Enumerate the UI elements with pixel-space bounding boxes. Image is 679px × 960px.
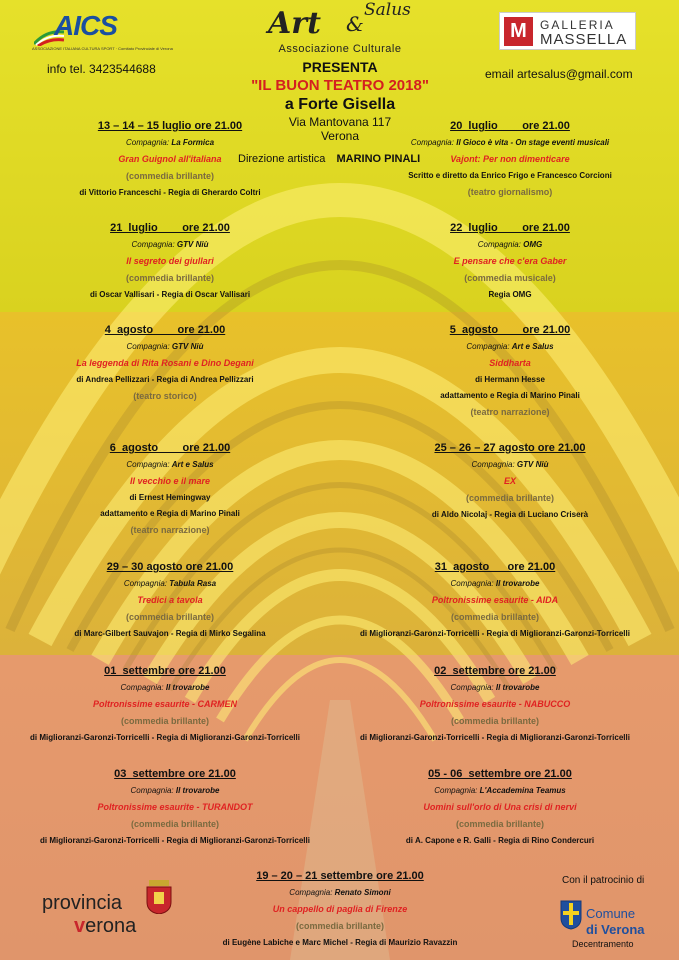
event-credit: di Aldo Nicolaj - Regia di Luciano Criserà [431, 510, 589, 519]
event-date: 01 settembre ore 21.00 [104, 665, 226, 677]
event-genre: (commedia musicale) [464, 273, 556, 283]
presenta-heading: PRESENTA [302, 59, 378, 75]
event-title: Gran Guignol all'italiana [118, 154, 222, 164]
company-name: L'Accademina Teamus [479, 786, 566, 795]
company-label: Compagnia: [126, 460, 170, 469]
event-credit: Regia OMG [488, 290, 532, 299]
event-genre: (teatro narrazione) [470, 407, 550, 417]
venue: a Forte Gisella [284, 96, 396, 113]
event-genre: (teatro narrazione) [130, 525, 210, 535]
galleria-line1: GALLERIA [540, 18, 615, 32]
event-block [335, 664, 655, 743]
comune-shield-icon [560, 900, 582, 930]
company-label: Compagnia: [466, 342, 510, 351]
event-credit: di Marc-Gilbert Sauvajon - Regia di Mirko Segalina [74, 629, 266, 638]
event-date: 22 luglio ore 21.00 [450, 222, 570, 234]
company-label: Compagnia: [289, 888, 333, 897]
company-label: Compagnia: [126, 342, 170, 351]
event-title: Poltronissime esaurite - CARMEN [92, 699, 238, 709]
event-credit: adattamento e Regia di Marino Pinali [440, 391, 580, 400]
city: Verona [320, 129, 360, 143]
event-company [335, 682, 655, 693]
event-block [5, 323, 325, 402]
company-name: Il trovarobe [495, 579, 540, 588]
company-label: Compagnia: [471, 460, 515, 469]
event-company [10, 578, 330, 589]
event-credit: di Miglioranzi-Garonzi-Torricelli - Regia di Miglioranzi-Garonzi-Torricelli [360, 629, 630, 638]
event-company [340, 785, 660, 796]
address: Via Mantovana 117 [288, 115, 392, 129]
comune-line2: di Verona [586, 922, 645, 937]
aics-subtitle: ASSOCIAZIONE ITALIANA CULTURA SPORT · Comitato Provinciale di Verona [32, 46, 173, 51]
event-block [180, 869, 500, 948]
event-credit: di A. Capone e R. Galli - Regia di Rino Condercuri [405, 836, 595, 845]
galleria-line2: MASSELLA [540, 31, 628, 48]
company-label: Compagnia: [125, 138, 170, 147]
decentramento: Decentramento [572, 939, 634, 949]
company-label: Compagnia: [120, 683, 164, 692]
info-telephone: info tel. 3423544688 [47, 62, 156, 76]
event-credit: di Andrea Pellizzari - Regia di Andrea Pellizzari [76, 375, 254, 384]
event-block [15, 767, 335, 846]
event-credit: Scritto e diretto da Enrico Frigo e Francesco Corcioni [408, 171, 612, 180]
company-label: Compagnia: [131, 240, 175, 249]
event-credit: di Miglioranzi-Garonzi-Torricelli - Regia di Miglioranzi-Garonzi-Torricelli [40, 836, 310, 845]
company-name: La Formica [171, 138, 215, 147]
aics-logo [32, 10, 173, 51]
company-name: Il Gioco è vita - On stage eventi musicali [456, 138, 610, 147]
event-credit: di Vittorio Franceschi - Regia di Gherardo Coltri [79, 188, 261, 197]
event-company [5, 682, 325, 693]
event-title: Il segreto dei giullari [126, 256, 214, 266]
event-genre: (teatro storico) [133, 391, 197, 401]
event-company [10, 239, 330, 250]
company-name: Il trovarobe [495, 683, 540, 692]
event-block [350, 323, 670, 418]
event-date: 6 agosto ore 21.00 [109, 442, 231, 454]
event-genre: (commedia brillante) [125, 171, 215, 181]
company-label: Compagnia: [130, 786, 174, 795]
event-company [15, 785, 335, 796]
event-title: E pensare che c'era Gaber [453, 256, 567, 266]
event-company [335, 578, 655, 589]
event-genre: (commedia brillante) [455, 819, 545, 829]
event-block [10, 560, 330, 639]
event-genre: (commedia brillante) [125, 612, 215, 622]
event-genre: (commedia brillante) [465, 493, 555, 503]
event-block [340, 767, 660, 846]
galleria-mark: M [504, 17, 533, 46]
event-title: Il vecchio e il mare [129, 476, 211, 486]
company-name: GTV Niù [516, 460, 549, 469]
art-logo-art: Art [268, 6, 321, 41]
event-date: 19 – 20 – 21 settembre ore 21.00 [256, 870, 424, 882]
event-title: La leggenda di Rita Rosani e Dino Degani [76, 358, 254, 368]
company-label: Compagnia: [434, 786, 478, 795]
event-date: 13 – 14 – 15 luglio ore 21.00 [97, 120, 243, 132]
festival-title: "IL BUON TEATRO 2018" [251, 77, 429, 94]
event-title: EX [503, 476, 516, 486]
event-genre: (commedia brillante) [295, 921, 385, 931]
company-name: Il trovarobe [175, 786, 220, 795]
event-date: 29 – 30 agosto ore 21.00 [106, 561, 234, 573]
event-genre: (commedia brillante) [450, 612, 540, 622]
patrocinio-text: Con il patrocinio di [562, 875, 645, 886]
event-block [10, 119, 330, 198]
event-date: 03 settembre ore 21.00 [114, 768, 236, 780]
event-title: Poltronissime esaurite - AIDA [431, 595, 559, 605]
company-label: Compagnia: [450, 579, 494, 588]
event-credit: adattamento e Regia di Marino Pinali [100, 509, 240, 518]
event-title: Poltronissime esaurite - TURANDOT [97, 802, 253, 812]
event-genre: (teatro giornalismo) [467, 187, 553, 197]
art-logo-salus: Salus [364, 0, 411, 20]
company-name: Il trovarobe [165, 683, 210, 692]
event-company [350, 137, 670, 148]
event-block [10, 441, 330, 536]
event-block [5, 664, 325, 743]
associazione-culturale: Associazione Culturale [278, 43, 402, 55]
event-block [335, 560, 655, 639]
event-genre: (commedia brillante) [450, 716, 540, 726]
company-name: Renato Simoni [334, 888, 391, 897]
event-title: Uomini sull'orlo di Una crisi di nervi [423, 802, 577, 812]
company-label: Compagnia: [477, 240, 521, 249]
company-name: Art e Salus [511, 342, 554, 351]
event-genre: (commedia brillante) [130, 819, 220, 829]
event-title: Tredici a tavola [137, 595, 203, 605]
email: email artesalus@gmail.com [485, 67, 633, 81]
event-title: Vajont: Per non dimenticare [450, 154, 570, 164]
event-block [350, 119, 670, 198]
verona-rest: erona [85, 915, 137, 937]
verona-text [74, 915, 136, 938]
event-date: 4 agosto ore 21.00 [104, 324, 226, 336]
art-logo-amp: & [346, 12, 364, 36]
event-genre: (commedia brillante) [125, 273, 215, 283]
event-date: 25 – 26 – 27 agosto ore 21.00 [434, 442, 586, 454]
event-block [350, 441, 670, 520]
event-date: 02 settembre ore 21.00 [434, 665, 556, 677]
event-company [350, 459, 670, 470]
direzione-label: Direzione artistica [238, 153, 326, 165]
event-credit: di Eugène Labiche e Marc Michel - Regia di Maurizio Ravazzin [222, 938, 458, 947]
event-genre: (commedia brillante) [120, 716, 210, 726]
event-title: Un cappello di paglia di Firenze [272, 904, 408, 914]
company-label: Compagnia: [123, 579, 168, 588]
provincia-text: provincia [42, 892, 123, 914]
event-company [10, 137, 330, 148]
event-company [350, 341, 670, 352]
provincia-crest-icon [146, 880, 172, 914]
event-credit: di Hermann Hesse [475, 375, 545, 384]
event-credit: di Miglioranzi-Garonzi-Torricelli - Regia di Miglioranzi-Garonzi-Torricelli [360, 733, 630, 742]
galleria-massella-logo [499, 12, 636, 50]
event-company [350, 239, 670, 250]
event-company [10, 459, 330, 470]
event-credit: di Miglioranzi-Garonzi-Torricelli - Regia di Miglioranzi-Garonzi-Torricelli [30, 733, 300, 742]
event-date: 31 agosto ore 21.00 [434, 561, 556, 573]
event-block [10, 221, 330, 300]
company-label: Compagnia: [450, 683, 494, 692]
company-name: GTV Niù [176, 240, 209, 249]
event-credit: di Ernest Hemingway [129, 493, 211, 502]
company-name: Tabula Rasa [169, 579, 217, 588]
event-title: Poltronissime esaurite - NABUCCO [419, 699, 571, 709]
event-company [5, 341, 325, 352]
verona-mark: v [74, 915, 86, 937]
comune-verona-logo [560, 896, 670, 952]
event-date: 5 agosto ore 21.00 [449, 324, 571, 336]
comune-line1: Comune [586, 906, 636, 921]
art-salus-logo [268, 0, 418, 44]
event-company [180, 887, 500, 898]
event-credit: di Oscar Vallisari - Regia di Oscar Vallisari [89, 290, 251, 299]
company-name: GTV Niù [171, 342, 204, 351]
event-date: 20 luglio ore 21.00 [450, 120, 570, 132]
company-name: OMG [523, 240, 543, 249]
event-title: Siddharta [489, 358, 531, 368]
event-date: 05 - 06 settembre ore 21.00 [428, 768, 572, 780]
company-name: Art e Salus [171, 460, 214, 469]
company-label: Compagnia: [410, 138, 454, 147]
aics-logo-text: AICS [54, 10, 117, 41]
direzione-name: MARINO PINALI [336, 153, 421, 165]
event-block [350, 221, 670, 300]
event-date: 21 luglio ore 21.00 [110, 222, 230, 234]
